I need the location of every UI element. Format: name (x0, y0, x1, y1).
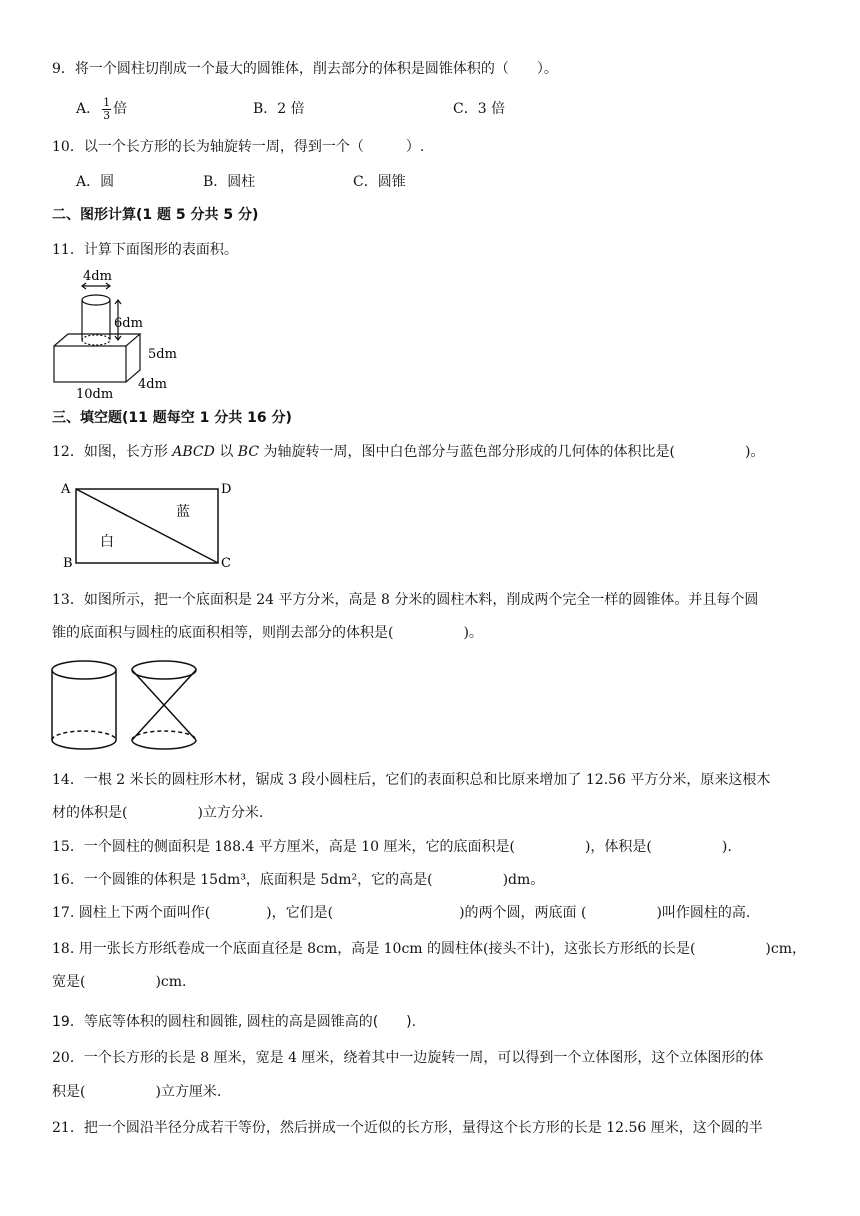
q11-label-box-height: 5dm (148, 347, 177, 362)
q10-option-b[interactable]: B．圆柱 (203, 174, 256, 190)
q19-stem: 19．等底等体积的圆柱和圆锥, 圆柱的高是圆锥高的( ). (52, 1014, 417, 1030)
q12-label-b: B (63, 556, 73, 568)
q10-option-c[interactable]: C．圆锥 (353, 174, 406, 190)
q18-line-1: 18. 用一张长方形纸卷成一个底面直径是 8cm，高是 10cm 的圆柱体(接头不计)，这张长方形纸的长是( )cm， (52, 941, 806, 957)
q9-stem: 9．将一个圆柱切削成一个最大的圆锥体，削去部分的体积是圆锥体积的（ ）。 (52, 61, 558, 77)
q9-option-a[interactable] (76, 96, 127, 122)
q11-label-box-width: 10dm (76, 387, 114, 402)
q9-fraction: $\frac{1}{3}$ (103, 95, 111, 122)
section-2-heading: 二、图形计算(1 题 5 分共 5 分) (52, 207, 259, 223)
q18-line-2: 宽是( )cm. (52, 974, 187, 990)
q11-label-box-depth: 4dm (138, 377, 167, 392)
q16-stem: 16．一个圆锥的体积是 15dm³，底面积是 5dm²，它的高是( )dm。 (52, 872, 545, 888)
q11-stem: 11．计算下面图形的表面积。 (52, 242, 238, 258)
q12-figure-rectangle (58, 478, 248, 568)
q12-stem: 12．如图，长方形 ABCD 以 BC 为轴旋转一周，图中白色部分与蓝色部分形成的几何体的体积比是( )。 (52, 444, 765, 460)
q9-option-b[interactable]: B．2 倍 (253, 101, 305, 117)
q15-stem: 15．一个圆柱的侧面积是 188.4 平方厘米，高是 10 厘米，它的底面积是( )，体积是( ). (52, 839, 732, 855)
q10-stem: 10．以一个长方形的长为轴旋转一周，得到一个（ ）. (52, 139, 425, 155)
q9-option-c[interactable]: C．3 倍 (453, 101, 506, 117)
q9-option-a-suffix: 倍 (113, 101, 128, 117)
q12-label-d: D (221, 482, 232, 497)
q14-line-2: 材的体积是( )立方分米. (52, 805, 264, 821)
q12-label-c: C (221, 556, 231, 568)
q21-stem: 21．把一个圆沿半径分成若干等份，然后拼成一个近似的长方形，量得这个长方形的长是 12.56 厘米，这个圆的半 (52, 1120, 763, 1136)
q17-stem: 17. 圆柱上下两个面叫作( )，它们是( )的两个圆，两底面 ( )叫作圆柱的高. (52, 905, 751, 921)
q11-figure-cylinder-on-box (50, 264, 190, 402)
q10-option-a[interactable]: A．圆 (76, 174, 115, 190)
q20-line-1: 20．一个长方形的长是 8 厘米，宽是 4 厘米，绕着其中一边旋转一周，可以得到一个立体图形，这个立体图形的体 (52, 1050, 764, 1066)
q12-label-white: 白 (100, 534, 114, 550)
q12-label-a: A (61, 482, 71, 497)
q13-line-2: 锥的底面积与圆柱的底面积相等，则削去部分的体积是( )。 (52, 625, 483, 641)
q9-option-a-prefix: A． (76, 101, 101, 117)
q13-line-1: 13．如图所示，把一个底面积是 24 平方分米，高是 8 分米的圆柱木料，削成两个完全一样的圆锥体。并且每个圆 (52, 592, 759, 608)
q13-figure-cylinder-and-cones (48, 656, 218, 756)
q20-line-2: 积是( )立方厘米. (52, 1084, 222, 1100)
section-3-heading: 三、填空题(11 题每空 1 分共 16 分) (52, 410, 292, 426)
q11-label-height: 6dm (114, 316, 143, 331)
q12-label-blue: 蓝 (176, 504, 190, 520)
q11-label-top: 4dm (83, 269, 112, 284)
q14-line-1: 14．一根 2 米长的圆柱形木材，锯成 3 段小圆柱后，它们的表面积总和比原来增加了 12.56 平方分米，原来这根木 (52, 772, 771, 788)
